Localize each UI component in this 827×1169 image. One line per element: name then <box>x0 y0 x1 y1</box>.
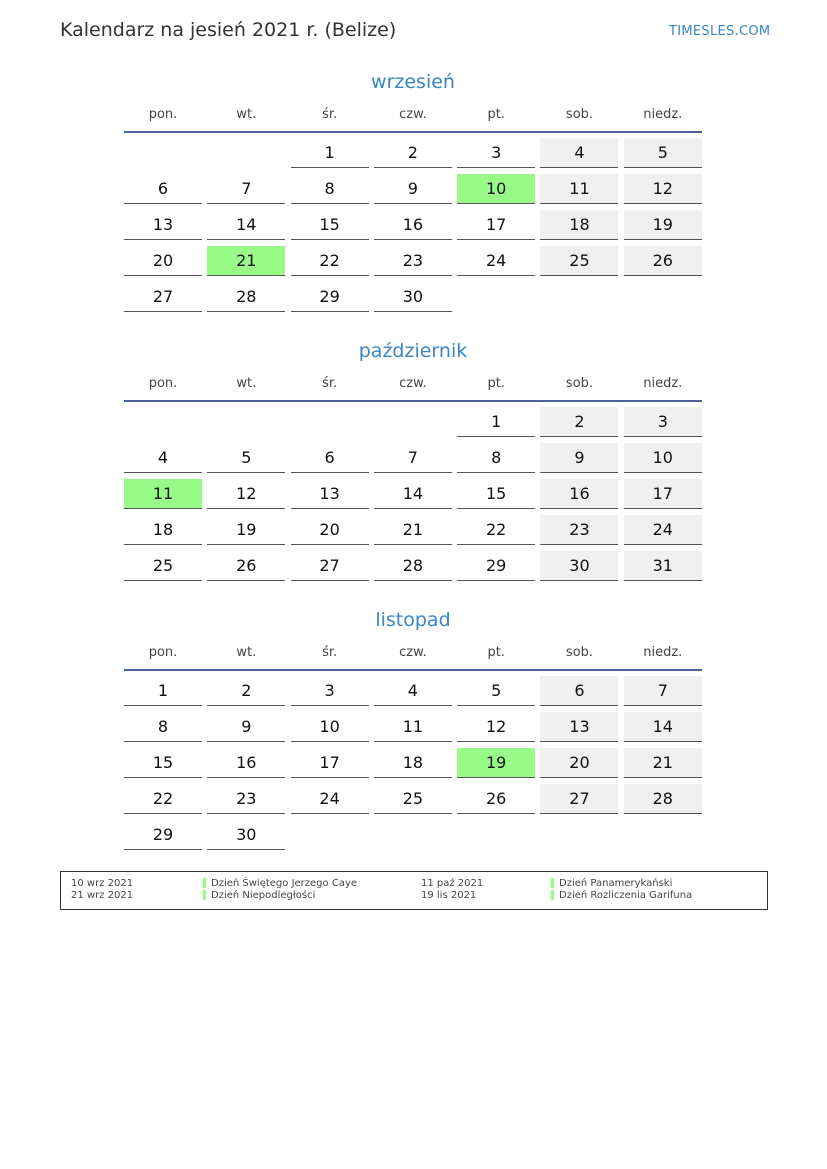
day-cell: 28 <box>207 282 285 312</box>
day-cell: 24 <box>291 784 369 814</box>
day-cell: 13 <box>540 712 618 742</box>
day-cell: 5 <box>624 138 702 168</box>
day-cell: 21 <box>624 748 702 778</box>
day-cell: 11 <box>124 479 202 509</box>
weekday-label: wt. <box>236 376 257 391</box>
day-cell: 13 <box>291 479 369 509</box>
legend-marker <box>203 890 206 900</box>
weekday-label: śr. <box>322 107 338 122</box>
day-grid <box>124 676 702 850</box>
day-cell: 4 <box>124 443 202 473</box>
day-cell: 25 <box>540 246 618 276</box>
day-cell: 17 <box>291 748 369 778</box>
day-cell: 15 <box>124 748 202 778</box>
day-cell: 10 <box>291 712 369 742</box>
day-cell: 6 <box>124 174 202 204</box>
day-cell: 16 <box>374 210 452 240</box>
legend-marker <box>551 878 554 888</box>
day-cell: 11 <box>540 174 618 204</box>
day-cell: 23 <box>540 515 618 545</box>
day-cell: 4 <box>540 138 618 168</box>
page-title: Kalendarz na jesień 2021 r. (Belize) <box>60 19 397 41</box>
header-divider <box>124 669 702 671</box>
day-cell: 3 <box>624 407 702 437</box>
day-cell: 2 <box>207 676 285 706</box>
header-divider <box>124 400 702 402</box>
day-cell: 22 <box>291 246 369 276</box>
day-cell: 10 <box>457 174 535 204</box>
legend-marker <box>203 878 206 888</box>
weekday-label: pt. <box>487 645 505 660</box>
weekday-label: wt. <box>236 645 257 660</box>
day-cell: 12 <box>457 712 535 742</box>
day-cell: 16 <box>540 479 618 509</box>
day-cell: 28 <box>374 551 452 581</box>
month-calendar <box>124 606 702 850</box>
day-cell: 26 <box>207 551 285 581</box>
day-cell: 19 <box>207 515 285 545</box>
month-calendar <box>124 337 702 581</box>
day-cell: 1 <box>457 407 535 437</box>
day-cell: 8 <box>124 712 202 742</box>
day-cell: 9 <box>207 712 285 742</box>
day-cell: 6 <box>291 443 369 473</box>
legend-name: Dzień Rozliczenia Garifuna <box>559 890 693 901</box>
weekday-label: niedz. <box>643 107 683 122</box>
day-cell: 30 <box>540 551 618 581</box>
day-cell: 19 <box>457 748 535 778</box>
weekday-label: sob. <box>565 645 594 660</box>
day-cell: 20 <box>540 748 618 778</box>
empty-day-cell <box>374 820 452 850</box>
day-cell: 3 <box>291 676 369 706</box>
weekday-label: czw. <box>399 107 427 122</box>
empty-day-cell <box>374 407 452 437</box>
day-cell: 17 <box>457 210 535 240</box>
day-cell: 18 <box>374 748 452 778</box>
empty-day-cell <box>457 282 535 312</box>
day-cell: 25 <box>374 784 452 814</box>
month-title: listopad <box>375 609 451 631</box>
day-cell: 18 <box>540 210 618 240</box>
day-cell: 23 <box>207 784 285 814</box>
day-cell: 29 <box>457 551 535 581</box>
day-cell: 30 <box>207 820 285 850</box>
day-cell: 29 <box>124 820 202 850</box>
legend-date: 21 wrz 2021 <box>71 890 134 901</box>
day-cell: 14 <box>207 210 285 240</box>
day-cell: 8 <box>291 174 369 204</box>
day-cell: 20 <box>291 515 369 545</box>
empty-day-cell <box>624 820 702 850</box>
weekday-label: pt. <box>487 107 505 122</box>
weekday-header <box>124 372 702 396</box>
weekday-label: czw. <box>399 645 427 660</box>
weekday-label: śr. <box>322 376 338 391</box>
empty-day-cell <box>457 820 535 850</box>
empty-day-cell <box>540 282 618 312</box>
legend-name: Dzień Świętego Jerzego Caye <box>211 878 358 889</box>
day-cell: 12 <box>207 479 285 509</box>
day-cell: 9 <box>374 174 452 204</box>
header-divider <box>124 131 702 133</box>
day-cell: 14 <box>624 712 702 742</box>
weekday-label: czw. <box>399 376 427 391</box>
day-cell: 31 <box>624 551 702 581</box>
day-cell: 18 <box>124 515 202 545</box>
month-title: październik <box>358 340 468 362</box>
legend-date: 19 lis 2021 <box>421 890 477 901</box>
weekday-label: niedz. <box>643 645 683 660</box>
empty-day-cell <box>291 820 369 850</box>
weekday-header <box>124 103 702 127</box>
legend-name: Dzień Panamerykański <box>559 878 673 889</box>
day-cell: 14 <box>374 479 452 509</box>
day-cell: 8 <box>457 443 535 473</box>
day-cell: 19 <box>624 210 702 240</box>
day-cell: 15 <box>291 210 369 240</box>
day-cell: 21 <box>207 246 285 276</box>
day-cell: 5 <box>457 676 535 706</box>
day-cell: 7 <box>374 443 452 473</box>
legend-date: 11 paź 2021 <box>421 878 484 889</box>
weekday-label: pon. <box>148 376 178 391</box>
legend-date: 10 wrz 2021 <box>71 878 134 889</box>
day-cell: 16 <box>207 748 285 778</box>
day-cell: 9 <box>540 443 618 473</box>
day-cell: 5 <box>207 443 285 473</box>
day-cell: 15 <box>457 479 535 509</box>
weekday-label: sob. <box>565 376 594 391</box>
empty-day-cell <box>624 282 702 312</box>
day-cell: 17 <box>624 479 702 509</box>
day-cell: 20 <box>124 246 202 276</box>
day-cell: 28 <box>624 784 702 814</box>
day-cell: 6 <box>540 676 618 706</box>
empty-day-cell <box>207 138 285 168</box>
day-cell: 3 <box>457 138 535 168</box>
day-cell: 1 <box>124 676 202 706</box>
empty-day-cell <box>291 407 369 437</box>
weekday-label: pon. <box>148 107 178 122</box>
empty-day-cell <box>124 138 202 168</box>
day-cell: 25 <box>124 551 202 581</box>
day-grid <box>124 407 702 581</box>
weekday-label: śr. <box>322 645 338 660</box>
day-cell: 2 <box>540 407 618 437</box>
weekday-label: wt. <box>236 107 257 122</box>
day-grid <box>124 138 702 312</box>
day-cell: 12 <box>624 174 702 204</box>
day-cell: 10 <box>624 443 702 473</box>
weekday-header <box>124 641 702 665</box>
day-cell: 13 <box>124 210 202 240</box>
brand-link[interactable]: TIMESLES.COM <box>669 24 771 39</box>
day-cell: 26 <box>624 246 702 276</box>
weekday-label: pon. <box>148 645 178 660</box>
legend-name: Dzień Niepodległości <box>211 890 316 901</box>
weekday-label: niedz. <box>643 376 683 391</box>
day-cell: 7 <box>624 676 702 706</box>
day-cell: 1 <box>291 138 369 168</box>
day-cell: 4 <box>374 676 452 706</box>
day-cell: 22 <box>124 784 202 814</box>
day-cell: 24 <box>457 246 535 276</box>
day-cell: 29 <box>291 282 369 312</box>
weekday-label: pt. <box>487 376 505 391</box>
month-title: wrzesień <box>371 71 455 93</box>
day-cell: 27 <box>124 282 202 312</box>
day-cell: 2 <box>374 138 452 168</box>
day-cell: 22 <box>457 515 535 545</box>
empty-day-cell <box>207 407 285 437</box>
empty-day-cell <box>124 407 202 437</box>
day-cell: 21 <box>374 515 452 545</box>
legend-marker <box>551 890 554 900</box>
day-cell: 27 <box>291 551 369 581</box>
empty-day-cell <box>540 820 618 850</box>
day-cell: 11 <box>374 712 452 742</box>
weekday-label: sob. <box>565 107 594 122</box>
day-cell: 23 <box>374 246 452 276</box>
holiday-legend <box>60 871 768 910</box>
month-calendar <box>124 68 702 312</box>
day-cell: 30 <box>374 282 452 312</box>
day-cell: 7 <box>207 174 285 204</box>
day-cell: 26 <box>457 784 535 814</box>
day-cell: 24 <box>624 515 702 545</box>
day-cell: 27 <box>540 784 618 814</box>
